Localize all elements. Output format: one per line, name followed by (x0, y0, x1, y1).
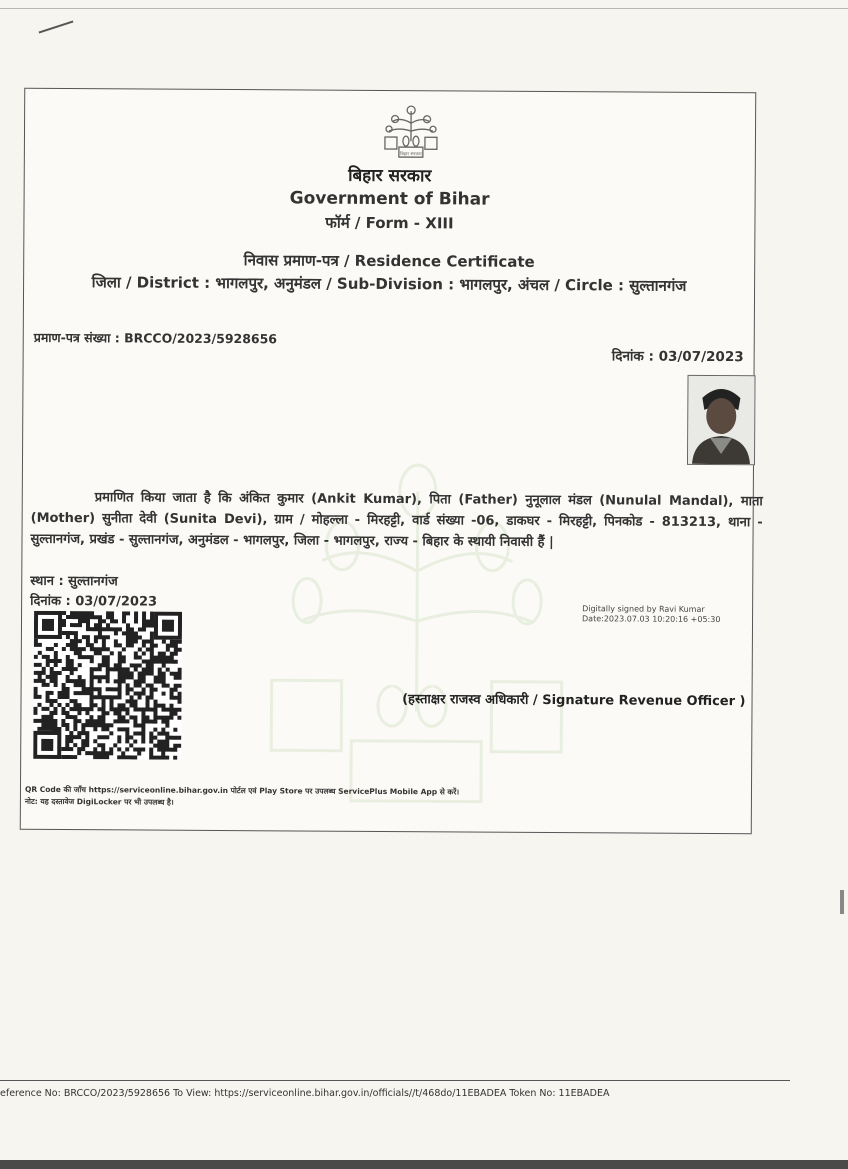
certificate-title: निवास प्रमाण-पत्र / Residence Certificate (243, 251, 535, 271)
header-form-number: फॉर्म / Form - XIII (325, 213, 454, 233)
scan-edge-top (0, 8, 848, 9)
qr-verification-note: QR Code की जाँच https://serviceonline.bihar.gov.in पोर्टल एवं Play Store पर उपलब्ध ServicePlus Mobile App से करें। (24, 784, 460, 797)
scan-edge-bottom (0, 1160, 848, 1169)
header-government: Government of Bihar (289, 188, 490, 210)
signature-revenue-officer: (हस्ताक्षर राजस्व अधिकारी / Signature Revenue Officer ) (402, 692, 746, 710)
digital-signature-date: Date:2023.07.03 10:20:16 +05:30 (582, 614, 721, 625)
issue-place: स्थान : सुल्तानगंज (30, 573, 118, 590)
pen-mark (39, 20, 74, 33)
emblem-text: बिहार सरकार (399, 152, 422, 158)
digital-signature-signer: Digitally signed by Ravi Kumar (582, 604, 705, 614)
bihar-emblem-icon (381, 103, 441, 161)
digilocker-note: नोट: यह दस्तावेज DigiLocker पर भी उपलब्ध है। (24, 796, 174, 807)
issue-date: दिनांक : 03/07/2023 (30, 593, 158, 610)
footer-rule (0, 1080, 790, 1081)
qr-code-icon (33, 611, 182, 760)
certificate-date: दिनांक : 03/07/2023 (611, 348, 744, 366)
certificate-number: प्रमाण-पत्र संख्या : BRCCO/2023/5928656 (33, 329, 278, 347)
header-hindi-government: बिहार सरकार (348, 165, 432, 187)
person-photo-icon (688, 376, 755, 464)
residence-certificate (20, 88, 763, 834)
footer-reference: eference No: BRCCO/2023/5928656 To View: https://serviceonline.bihar.gov.in/officials//t/468do/11EBADEA Token No: 11EBADEA (0, 1088, 610, 1099)
district-line: जिला / District : भागलपुर, अनुमंडल / Sub-Division : भागलपुर, अंचल / Circle : सुल्तानगंज (91, 273, 687, 295)
scan-edge-mark (840, 890, 844, 914)
certificate-body-text: प्रमाणित किया जाता है कि अंकित कुमार (Ankit Kumar), पिता (Father) नुनूलाल मंडल (Nunulal Mandal), माता (Mother) सुनीता देवी (Sunita Devi), ग्राम / मोहल्ला - मिरहट्टी, वार्ड संख्या -06, डाकघर - मिरहट्टी, पिनकोड - 813213, थाना - सुल्तानगंज, प्रखंड - सुल्तानगंज, अनुमंडल - भागलपुर, जिला - भागलपुर, राज्य - बिहार के स्थायी निवासी हैं | (30, 490, 763, 551)
digital-signature (582, 604, 721, 625)
applicant-photo (687, 375, 756, 465)
